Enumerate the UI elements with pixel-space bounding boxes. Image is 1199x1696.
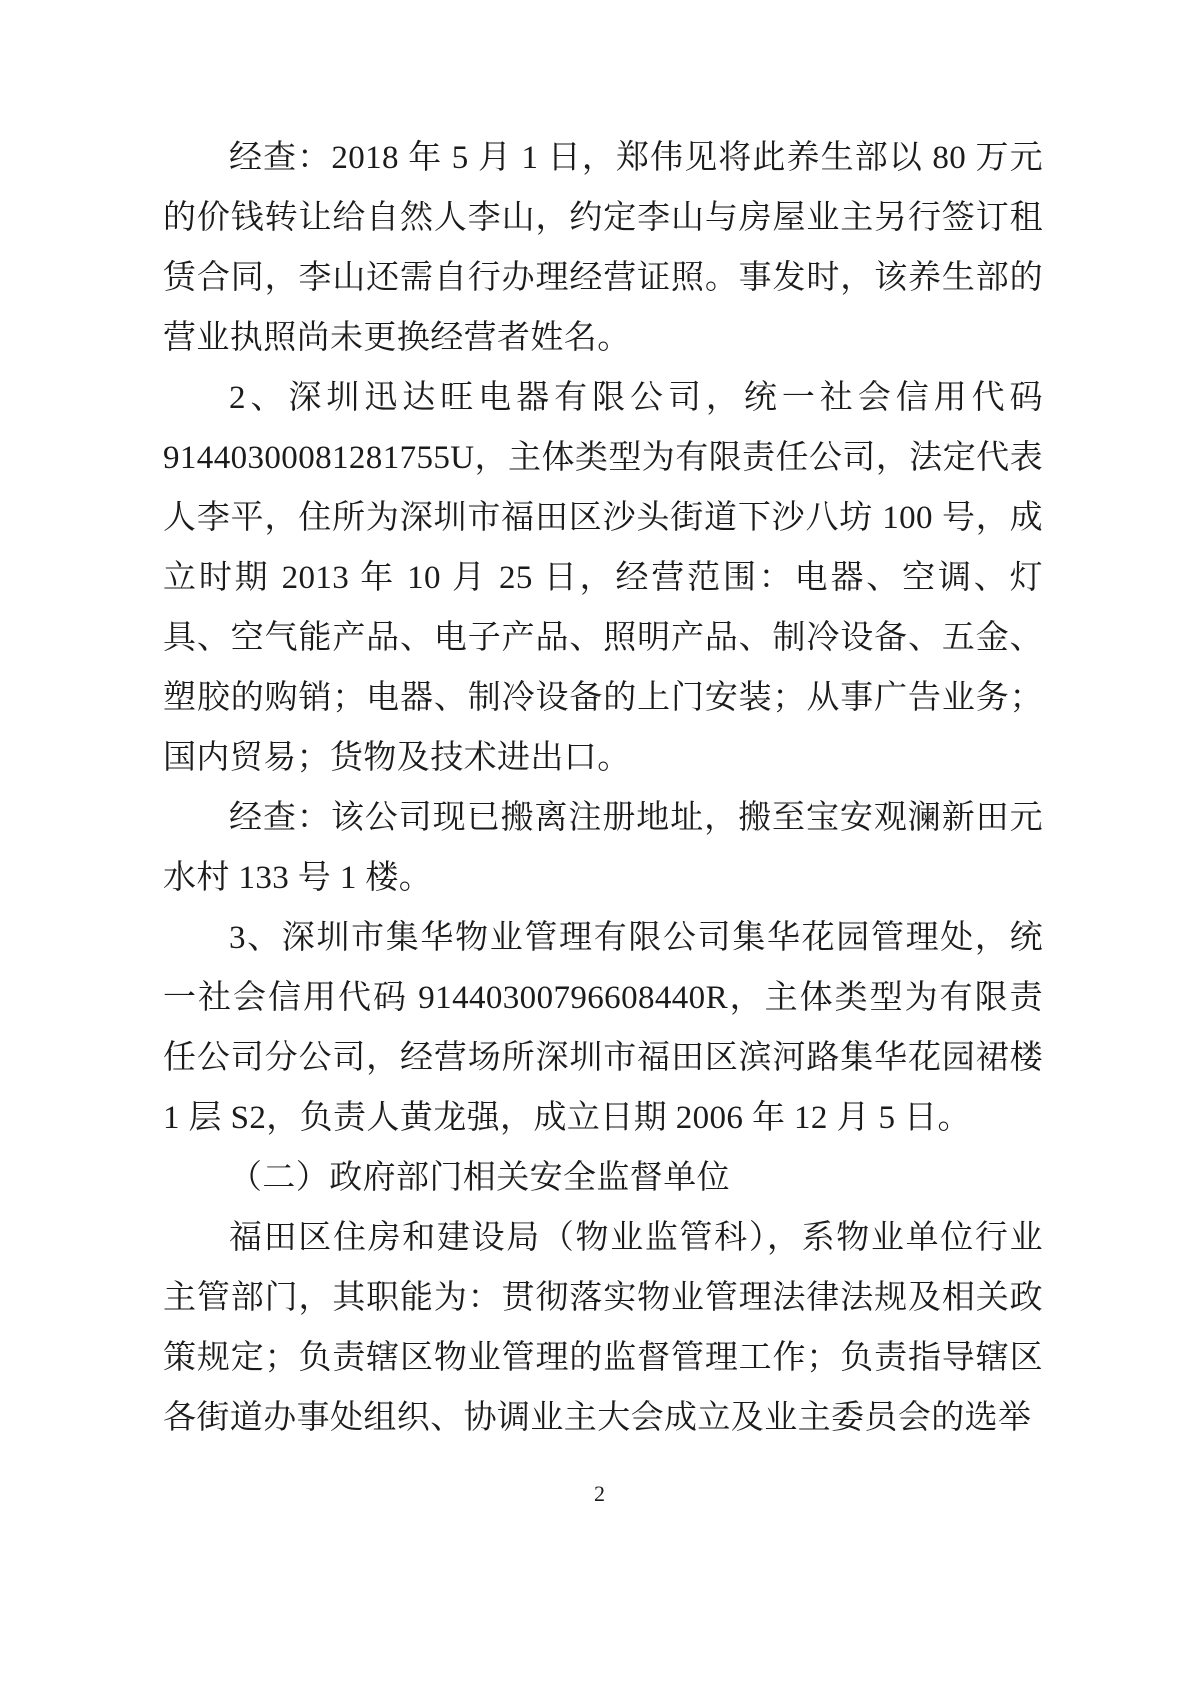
page-number: 2 xyxy=(594,1481,605,1506)
paragraph-company-2: 2、深圳迅达旺电器有限公司，统一社会信用代码 91440300081281755U，主体类型为有限责任公司，法定代表人李平，住所为深圳市福田区沙头街道下沙八坊 100 号，成立时期 2013 年 10 月 25 日，经营范围：电器、空调、灯具、空气能产品、电子产品、照明产品、制冷设备、五金、塑胶的购销；电器、制冷设备的上门安装；从事广告业务；国内贸易；货物及技术进出口。 xyxy=(163,380,1043,776)
paragraph-bureau: 福田区住房和建设局（物业监管科），系物业单位行业主管部门，其职能为：贯彻落实物业管理法律法规及相关政策规定；负责辖区物业管理的监督管理工作；负责指导辖区各街道办事处组织、协调业主大会成立及业主委员会的选举 xyxy=(163,1220,1043,1436)
paragraph-section-heading: （二）政府部门相关安全监督单位 xyxy=(229,1160,730,1196)
paragraph-company-3: 3、深圳市集华物业管理有限公司集华花园管理处，统一社会信用代码 91440300796608440R，主体类型为有限责任公司分公司，经营场所深圳市福田区滨河路集华花园裙楼 1 层 S2，负责人黄龙强，成立日期 2006 年 12 月 5 日。 xyxy=(163,920,1043,1136)
paragraph-investigation-1: 经查：2018 年 5 月 1 日，郑伟见将此养生部以 80 万元的价钱转让给自然人李山，约定李山与房屋业主另行签订租赁合同，李山还需自行办理经营证照。事发时，该养生部的营业执照尚未更换经营者姓名。 xyxy=(163,140,1043,356)
page-body xyxy=(163,128,1043,1448)
paragraph-investigation-2: 经查：该公司现已搬离注册地址，搬至宝安观澜新田元水村 133 号 1 楼。 xyxy=(163,800,1043,896)
